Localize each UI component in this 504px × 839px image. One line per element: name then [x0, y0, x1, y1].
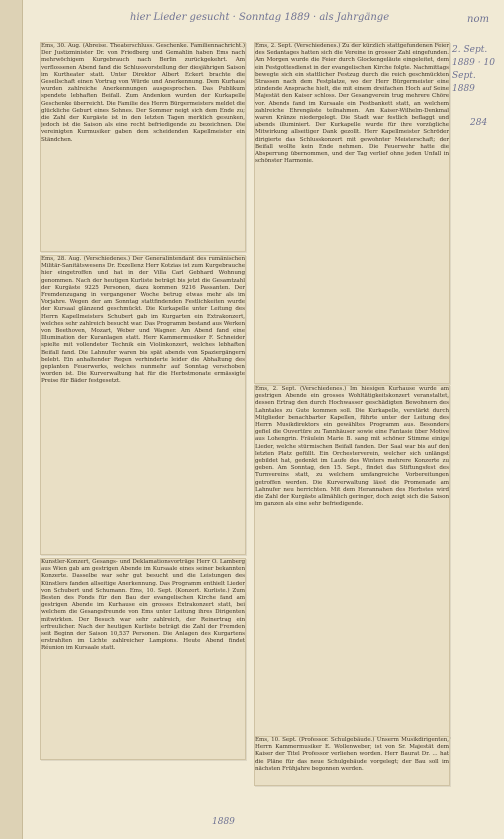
clipping-text: Kunstler-Konzert, Gesangs- und Deklamationsvorträge Herr O. Lamberg aus Wien gab am gestrigen Abende im Kursaale eines seiner bekannten Konzerte. Dasselbe war sehr gut besucht und die Leistungen des Künstlers fanden allseitige Anerkennung. Das Programm enthielt Lieder von Schubert und Schumann. Ems, 10. Sept. (Konzert. Kurliste.) Zum Besten des Fonds für den Bau der evangelischen Kirche fand am gestrigen Abende im Kurhause ein grosses Extrakonzert statt, bei welchem die Gesangsfreunde von Ems unter Leitung ihres Dirigenten mitwirkten. Der Besuch war sehr zahlreich, der Reinertrag ein erfreulicher. Nach der heutigen Kurliste beträgt die Zahl der Fremden seit Beginn der Saison 10,537 Personen. Die Anlagen des Kurgartens erstrahlten im Lichte zahlreicher Lampions. Heute Abend findet Réunion im Kursaale statt.	[41, 559, 245, 652]
handwritten-note-top-right: nom	[467, 14, 489, 25]
clipping-text: Ems, 2. Sept. (Verschiedenes.) Zu der kürzlich stattgefundenen Feier des Sedantages hatten sich die Vereine in grosser Zahl eingefunden. Am Morgen wurde die Feier durch Glockengeläute eingeleitet, dem ein Festgottesdienst in der evangelischen Kirche folgte. Nachmittags bewegte sich ein stattlicher Festzug durch die reich geschmückten Strassen nach dem Festplatze, wo der Herr Bürgermeister eine zündende Ansprache hielt, die mit einem dreifachen Hoch auf Seine Majestät den Kaiser schloss. Der Gesangverein trug mehrere Chöre vor. Abends fand im Kursaale ein Festbankett statt, an welchem zahlreiche Ehrengäste teilnahmen. Am Kaiser-Wilhelm-Denkmal waren Kränze niedergelegt. Die Stadt war festlich beflaggt und abends illuminiert. Der Kurkapelle wurde für ihre vorzügliche Mitwirkung allseitiger Dank gezollt. Herr Kapellmeister Schröder dirigierte das Schlusskonzert mit gewohnter Meisterschaft; der Beifall wollte kein Ende nehmen. Die Feuerwehr hatte die Absperrung übernommen, und der Tag verlief ohne jeden Unfall in schönster Harmonie.	[255, 43, 449, 165]
newspaper-clipping	[254, 385, 450, 738]
newspaper-clipping	[254, 42, 450, 384]
handwritten-page-number: 284	[470, 118, 488, 128]
clipping-text: Ems, 28. Aug. (Verschiedenes.) Der Generalintendant des rumänischen Militär-Sanitätswesens Dr. Exzellenz Herr Kotzias ist zum Kurgebrauche hier eingetroffen und hat in der Villa Carl Gebhard Wohnung genommen. Nach der heutigen Kurliste beträgt bis jetzt die Gesamtzahl der Kurgäste 9225 Personen, dazu kommen 9216 Passanten. Der Fremdenzugang in vergangener Woche betrug etwas mehr als im Vorjahre. Wegen der am Sonntag stattfindenden Festlichkeiten wurde der Kursaal glänzend geschmückt. Die Kurkapelle unter Leitung des Herrn Kapellmeisters Schubert gab im Kurgarten ein Extrakonzert, welches sehr zahlreich besucht war. Das Programm bestand aus Werken von Beethoven, Mozart, Weber und Wagner. Am Abend fand eine Illumination der Kuranlagen statt. Herr Kammermusiker F. Schneider spielte mit vollendeter Technik ein Violinkonzert, welches lebhaften Beifall fand. Die Lahnufer waren bis spät abends von Spaziergängern belebt. Ein anhaltender Regen verhinderte leider die Abhaltung des geplanten Feuerwerks, welches nunmehr auf Sonntag verschoben worden ist. Die Kurverwaltung hat für die Herbstmonate ermässigte Preise für Bäder festgesetzt.	[41, 256, 245, 385]
newspaper-clipping	[40, 42, 246, 252]
newspaper-clipping	[40, 255, 246, 555]
newspaper-clipping	[254, 736, 450, 786]
handwritten-note-top: hier Lieder gesucht · Sonntag 1889 · als Jahrgänge	[130, 12, 390, 23]
clipping-text: Ems, 10. Sept. (Professor. Schulgebäude.) Unserm Musikdirigenten, Herrn Kammermusiker E. Wollenweber, ist von Sr. Majestät dem Kaiser der Titel Professor verliehen worden. Herr Baurat Dr. ... hat die Pläne für das neue Schulgebäude vorgelegt; der Bau soll im nächsten Frühjahre begonnen werden.	[255, 737, 449, 772]
clipping-text: Ems, 30. Aug. (Abreise. Theaterschluss. Geschenke. Familiennachricht.) Der Justizminister Dr. von Friedberg und Gemahlin haben Ems nach mehrwöchigem Kurgebrauch nach Berlin zurückgekehrt. Am verflossenen Abend fand die Schlussvorstellung der diesjährigen Saison im Kurtheater statt. Unter Direktor Albert Eckert brachte die Gesellschaft einen Vortrag von Würde und Anerkennung. Dem Kurhaus wurden zahlreiche Anerkennungen ausgesprochen. Das Publikum spendete lebhaften Beifall. Zum Andenken wurden der Kurkapelle Geschenke überreicht. Die Familie des Herrn Bürgermeisters meldet die glückliche Geburt eines Sohnes. Der Sommer neigt sich dem Ende zu; die Zahl der Kurgäste ist in den letzten Tagen merklich gesunken, jedoch ist die Saison als eine recht befriedigende zu bezeichnen. Die vereinigten Kurmusiker gaben dem scheidenden Kapellmeister ein Ständchen.	[41, 43, 245, 143]
clipping-text: Ems, 2. Sept. (Verschiedenes.) Im hiesigen Kurhause wurde am gestrigen Abende ein grosses Wohltätigkeitskonzert veranstaltet, dessen Ertrag den durch Hochwasser geschädigten Bewohnern des Lahntales zu Gute kommen soll. Die Kurkapelle, verstärkt durch Mitglieder benachbarter Kapellen, führte unter der Leitung des Herrn Musikdirektors ein gewähltes Programm aus. Besonders gefiel die Ouvertüre zu Tannhäuser sowie eine Fantasie über Motive aus Lohengrin. Fräulein Marie B. sang mit schöner Stimme einige Lieder, welche stürmischen Beifall fanden. Der Saal war bis auf den letzten Platz gefüllt. Ein Orchesterverein, welcher sich unlängst gebildet hat, gedenkt im Laufe des Winters mehrere Konzerte zu geben. Am Sonntag, den 15. Sept., findet das Stiftungsfest des Turnvereins statt, zu welchem umfangreiche Vorbereitungen getroffen werden. Die Kurverwaltung lässt die Promenade am Lahnufer neu herrichten. Mit dem Herannahen des Herbstes wird die Zahl der Kurgäste allmählich geringer, doch zeigt sich die Saison im ganzen als eine sehr befriedigende.	[255, 386, 449, 508]
newspaper-clipping	[40, 558, 246, 760]
handwritten-note-side: 2. Sept. 1889 · 10 Sept. 1889	[452, 45, 495, 94]
handwritten-note-bottom: 1889	[212, 817, 235, 827]
binding-margin	[0, 0, 23, 839]
